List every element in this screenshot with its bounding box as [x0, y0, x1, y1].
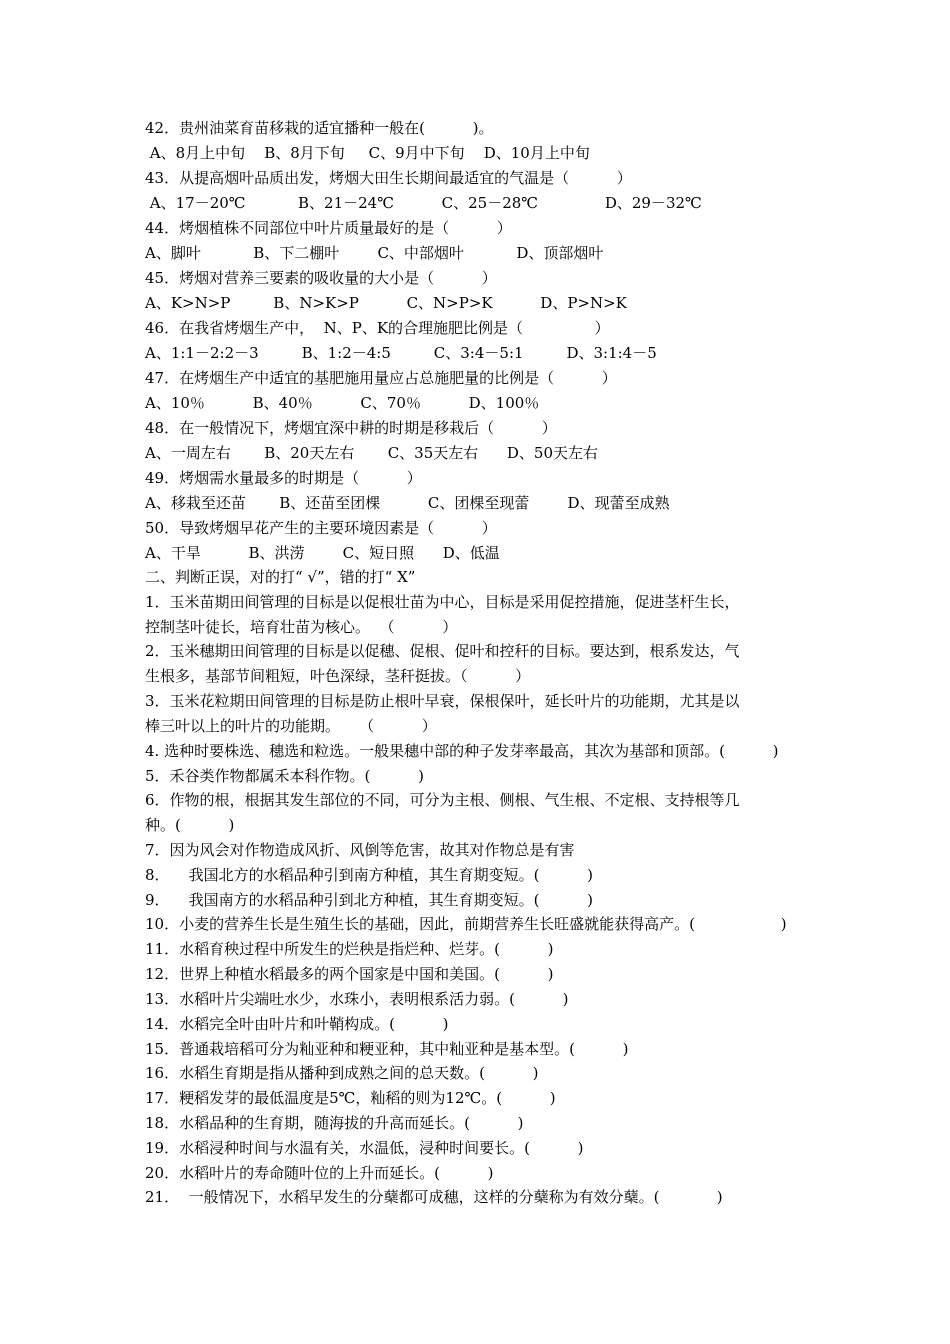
tf-question-9: 9． 我国南方的水稻品种引到北方种植，其生育期变短。( ) — [145, 891, 594, 909]
question-48-options: A、一周左右 B、20天左右 C、35天左右 D、50天左右 — [145, 444, 598, 462]
tf-question-17: 17．粳稻发芽的最低温度是5℃，籼稻的则为12℃。( ) — [145, 1089, 556, 1107]
tf-question-10: 10．小麦的营养生长是生殖生长的基础，因此，前期营养生长旺盛就能获得高产。( ) — [145, 915, 787, 933]
tf-question-14: 14．水稻完全叶由叶片和叶鞘构成。( ) — [145, 1015, 449, 1033]
question-43-options: A、17－20℃ B、21－24℃ C、25－28℃ D、29－32℃ — [145, 194, 702, 212]
tf-question-7: 7．因为风会对作物造成风折、风倒等危害，故其对作物总是有害 — [145, 841, 575, 859]
tf-question-15: 15．普通栽培稻可分为籼亚种和粳亚种，其中籼亚种是基本型。( ) — [145, 1040, 629, 1058]
tf-question-21: 21． 一般情况下，水稻早发生的分蘖都可成穗，这样的分蘖称为有效分蘖。( ) — [145, 1188, 723, 1206]
tf-question-13: 13．水稻叶片尖端吐水少，水珠小，表明根系活力弱。( ) — [145, 990, 569, 1008]
question-44: 44．烤烟植株不同部位中叶片质量最好的是（ ） — [145, 219, 512, 237]
question-49: 49．烤烟需水量最多的时期是（ ） — [145, 469, 422, 487]
tf-question-11: 11．水稻育秧过程中所发生的烂秧是指烂种、烂芽。( ) — [145, 940, 554, 958]
question-42-options: A、8月上中旬 B、8月下旬 C、9月中下旬 D、10月上中旬 — [145, 144, 590, 162]
question-50: 50．导致烤烟早花产生的主要环境因素是（ ） — [145, 519, 497, 537]
tf-question-6: 6．作物的根，根据其发生部位的不同，可分为主根、侧根、气生根、不定根、支持根等几 — [145, 791, 740, 809]
tf-question-1-cont: 控制茎叶徒长，培育壮苗为核心。 （ ） — [145, 618, 458, 636]
question-50-options: A、干旱 B、洪涝 C、短日照 D、低温 — [145, 544, 500, 562]
tf-question-12: 12．世界上种植水稻最多的两个国家是中国和美国。( ) — [145, 965, 554, 983]
question-43: 43．从提高烟叶品质出发，烤烟大田生长期间最适宜的气温是（ ） — [145, 169, 632, 187]
question-49-options: A、移栽至还苗 B、还苗至团棵 C、团棵至现蕾 D、现蕾至成熟 — [145, 494, 670, 512]
question-45-options: A、K>N>P B、N>K>P C、N>P>K D、P>N>K — [145, 294, 627, 312]
question-45: 45．烤烟对营养三要素的吸收量的大小是（ ） — [145, 269, 497, 287]
tf-question-18: 18．水稻品种的生育期，随海拔的升高而延长。( ) — [145, 1114, 524, 1132]
tf-question-3: 3．玉米花粒期田间管理的目标是防止根叶早衰，保根保叶，延长叶片的功能期，尤其是以 — [145, 692, 740, 710]
question-42: 42．贵州油菜育苗移栽的适宜播种一般在( )。 — [145, 119, 494, 137]
section-heading: 二、判断正误，对的打“ √”，错的打“ X” — [145, 568, 416, 586]
question-46: 46．在我省烤烟生产中， N、P、K的合理施肥比例是（ ） — [145, 319, 610, 337]
tf-question-20: 20．水稻叶片的寿命随叶位的上升而延长。( ) — [145, 1164, 494, 1182]
tf-question-2: 2．玉米穗期田间管理的目标是以促穗、促根、促叶和控秆的目标。要达到，根系发达，气 — [145, 642, 740, 660]
question-47-options: A、10％ B、40％ C、70％ D、100％ — [145, 394, 540, 412]
tf-question-8: 8． 我国北方的水稻品种引到南方种植，其生育期变短。( ) — [145, 866, 594, 884]
tf-question-19: 19．水稻浸种时间与水温有关，水温低，浸种时间要长。( ) — [145, 1139, 584, 1157]
tf-question-6-cont: 种。( ) — [145, 816, 235, 834]
question-46-options: A、1:1－2:2－3 B、1:2－4:5 C、3:4－5:1 D、3:1:4－5 — [145, 344, 657, 362]
question-48: 48．在一般情况下，烤烟宜深中耕的时期是移栽后（ ） — [145, 419, 557, 437]
tf-question-5: 5．禾谷类作物都属禾本科作物。( ) — [145, 767, 424, 785]
tf-question-3-cont: 棒三叶以上的叶片的功能期。 （ ） — [145, 717, 437, 735]
tf-question-2-cont: 生根多，基部节间粗短，叶色深绿，茎秆挺拔。（ ） — [145, 667, 531, 685]
question-44-options: A、脚叶 B、下二棚叶 C、中部烟叶 D、顶部烟叶 — [145, 244, 604, 262]
tf-question-16: 16．水稻生育期是指从播种到成熟之间的总天数。( ) — [145, 1064, 539, 1082]
tf-question-1: 1．玉米苗期田间管理的目标是以促根壮苗为中心，目标是采用促控措施，促进茎杆生长， — [145, 593, 740, 611]
question-47: 47．在烤烟生产中适宜的基肥施用量应占总施肥量的比例是（ ） — [145, 369, 617, 387]
tf-question-4: 4. 选种时要株选、穗选和粒选。一般果穗中部的种子发芽率最高，其次为基部和顶部。( ) — [145, 742, 779, 760]
